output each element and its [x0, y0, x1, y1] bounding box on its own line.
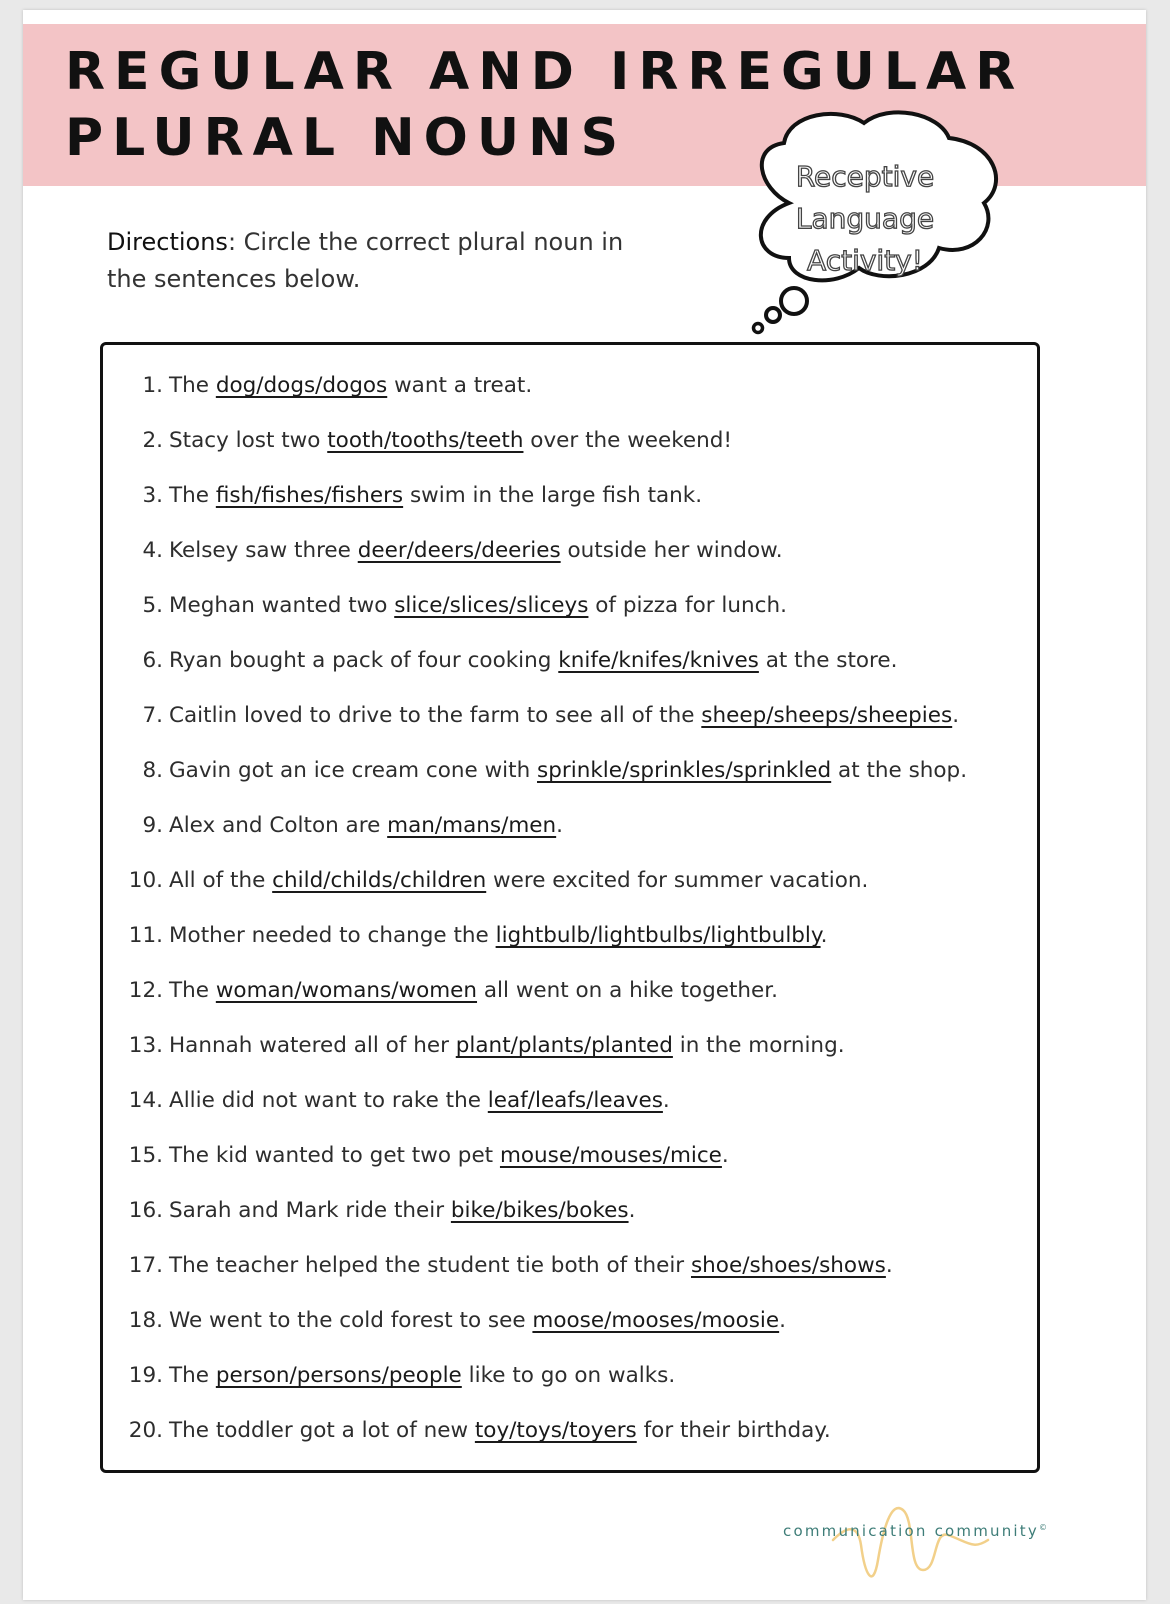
sentence-after: for their birthday. — [636, 1418, 831, 1443]
sentence-before: All of the — [169, 868, 273, 893]
sentence-after: . — [662, 1088, 670, 1113]
sentence-after: . — [556, 813, 563, 838]
sentence-before: We went to the cold forest to see — [169, 1308, 533, 1333]
worksheet-page — [23, 10, 1146, 1600]
sentence-after: at the store. — [758, 648, 898, 673]
bubble-line-3: Activity! — [807, 244, 923, 277]
sentence-item — [103, 413, 1037, 468]
sentence-item — [103, 1403, 1037, 1458]
sentence-item — [103, 1293, 1037, 1348]
sentence-number: 2. — [142, 428, 163, 453]
sentence-before: Hannah watered all of her — [169, 1033, 456, 1058]
plural-options[interactable]: child/childs/children — [272, 868, 487, 893]
sentence-item — [103, 1018, 1037, 1073]
sentence-number: 18. — [128, 1308, 163, 1333]
plural-options[interactable]: slice/slices/sliceys — [394, 593, 589, 618]
sentence-item — [103, 798, 1037, 853]
sentence-number: 11. — [128, 923, 163, 948]
sentence-before: Stacy lost two — [169, 428, 328, 453]
sentence-before: Caitlin loved to drive to the farm to see all of the — [169, 703, 702, 728]
plural-options[interactable]: moose/mooses/moosie — [532, 1308, 780, 1333]
sentence-after: were excited for summer vacation. — [486, 868, 869, 893]
sentence-item — [103, 1073, 1037, 1128]
brand-name — [783, 1522, 1047, 1540]
sentence-item — [103, 908, 1037, 963]
sentence-before: The — [169, 483, 216, 508]
sentence-after: . — [779, 1308, 786, 1333]
sentence-before: Meghan wanted two — [169, 593, 395, 618]
plural-options[interactable]: toy/toys/toyers — [474, 1418, 637, 1443]
sentence-after: all went on a hike together. — [477, 978, 778, 1003]
sentence-after: like to go on walks. — [461, 1363, 676, 1388]
plural-options[interactable]: fish/fishes/fishers — [215, 483, 404, 508]
sentence-number: 14. — [128, 1088, 163, 1113]
footer-brand — [773, 1500, 1073, 1590]
sentence-number: 7. — [142, 703, 163, 728]
sentence-after: want a treat. — [387, 373, 533, 398]
sentence-before: Alex and Colton are — [169, 813, 388, 838]
directions-text: : Circle the correct plural noun in the sentences below. — [107, 228, 624, 293]
plural-options[interactable]: sheep/sheeps/sheepies — [701, 703, 953, 728]
sentence-after: . — [721, 1143, 729, 1168]
sentence-item — [103, 1348, 1037, 1403]
plural-options[interactable]: mouse/mouses/mice — [499, 1143, 722, 1168]
plural-options[interactable]: leaf/leafs/leaves — [487, 1088, 663, 1113]
sentence-item — [103, 358, 1037, 413]
sentence-number: 20. — [128, 1418, 163, 1443]
sentence-after: in the morning. — [672, 1033, 845, 1058]
bubble-line-1: Receptive — [795, 160, 935, 193]
sentence-after: . — [820, 923, 828, 948]
plural-options[interactable]: dog/dogs/dogos — [215, 373, 388, 398]
sentence-after: outside her window. — [560, 538, 783, 563]
sentence-after: . — [628, 1198, 636, 1223]
thought-bubble-text — [765, 156, 965, 282]
sentence-number: 1. — [142, 373, 163, 398]
sentence-item — [103, 853, 1037, 908]
plural-options[interactable]: plant/plants/planted — [455, 1033, 673, 1058]
sentence-before: Ryan bought a pack of four cooking — [169, 648, 559, 673]
sentence-number: 9. — [142, 813, 163, 838]
sentence-item — [103, 688, 1037, 743]
directions — [107, 224, 667, 298]
sentence-item — [103, 1183, 1037, 1238]
page-title-line-2: PLURAL NOUNS — [65, 108, 628, 168]
sentence-before: Kelsey saw three — [169, 538, 358, 563]
sentence-number: 12. — [128, 978, 163, 1003]
sentence-after: . — [885, 1253, 893, 1278]
sentence-number: 15. — [128, 1143, 163, 1168]
sentence-before: Mother needed to change the — [169, 923, 496, 948]
sentence-after: over the weekend! — [523, 428, 733, 453]
plural-options[interactable]: person/persons/people — [215, 1363, 462, 1388]
page-title-line-1: REGULAR AND IRREGULAR — [65, 42, 1025, 102]
copyright-mark: © — [1038, 1523, 1047, 1532]
sentence-item — [103, 1128, 1037, 1183]
plural-options[interactable]: sprinkle/sprinkles/sprinkled — [537, 758, 832, 783]
bubble-line-2: Language — [795, 202, 935, 235]
directions-label: Directions — [107, 228, 228, 256]
sentence-number: 3. — [142, 483, 163, 508]
plural-options[interactable]: shoe/shoes/shows — [690, 1253, 886, 1278]
sentence-number: 16. — [128, 1198, 163, 1223]
sentence-after: of pizza for lunch. — [588, 593, 787, 618]
sentence-before: The — [169, 1363, 216, 1388]
sentence-item — [103, 963, 1037, 1018]
sentence-after: swim in the large fish tank. — [403, 483, 703, 508]
sentence-after: at the shop. — [831, 758, 968, 783]
sentence-number: 10. — [128, 868, 163, 893]
sentence-before: Sarah and Mark ride their — [169, 1198, 451, 1223]
brand-logo-icon — [773, 1500, 1073, 1590]
sentence-number: 8. — [142, 758, 163, 783]
sentence-before: The — [169, 978, 216, 1003]
plural-options[interactable]: man/mans/men — [387, 813, 557, 838]
plural-options[interactable]: bike/bikes/bokes — [450, 1198, 629, 1223]
plural-options[interactable]: deer/deers/deeries — [357, 538, 561, 563]
sentence-before: Allie did not want to rake the — [169, 1088, 488, 1113]
sentence-item — [103, 578, 1037, 633]
plural-options[interactable]: lightbulb/lightbulbs/lightbulbly — [495, 923, 821, 948]
sentence-number: 5. — [142, 593, 163, 618]
sentence-box — [100, 342, 1040, 1473]
sentence-number: 4. — [142, 538, 163, 563]
sentence-item — [103, 743, 1037, 798]
sentence-item — [103, 468, 1037, 523]
sentence-list — [103, 358, 1037, 1458]
plural-options[interactable]: knife/knifes/knives — [558, 648, 759, 673]
sentence-before: The — [169, 373, 216, 398]
plural-options[interactable]: woman/womans/women — [215, 978, 478, 1003]
sentence-before: Gavin got an ice cream cone with — [169, 758, 538, 783]
sentence-before: The toddler got a lot of new — [169, 1418, 475, 1443]
sentence-number: 17. — [128, 1253, 163, 1278]
sentence-before: The kid wanted to get two pet — [169, 1143, 500, 1168]
sentence-number: 6. — [142, 648, 163, 673]
sentence-before: The teacher helped the student tie both of their — [169, 1253, 691, 1278]
thought-bubble — [735, 102, 1015, 342]
sentence-item — [103, 633, 1037, 688]
sentence-number: 19. — [128, 1363, 163, 1388]
sentence-item — [103, 1238, 1037, 1293]
brand-text: communication community — [783, 1522, 1039, 1540]
sentence-item — [103, 523, 1037, 578]
sentence-after: . — [952, 703, 960, 728]
plural-options[interactable]: tooth/tooths/teeth — [327, 428, 524, 453]
sentence-number: 13. — [128, 1033, 163, 1058]
